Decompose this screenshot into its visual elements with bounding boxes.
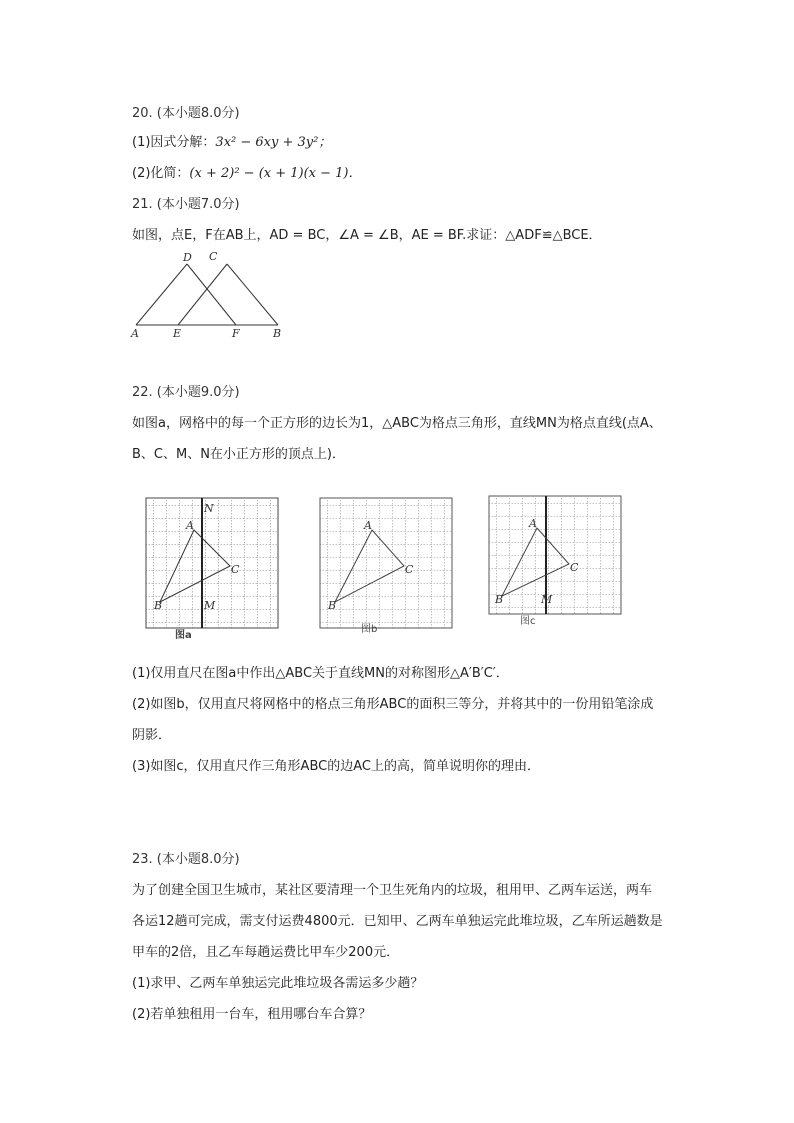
segment-df <box>187 264 236 325</box>
q23-text-line1: 为了创建全国卫生城市，某社区要清理一个卫生死角内的垃圾，租用甲、乙两车运送，两车 <box>132 883 653 898</box>
label-f: F <box>232 327 240 340</box>
grid-b <box>320 498 452 628</box>
grid-c-label-m: M <box>541 593 553 606</box>
q21-text: 如图，点E，F在AB上，AD = BC，∠A = ∠B，AE = BF.求证：△ADF≌△BCE． <box>132 228 602 243</box>
q22-header: 22. (本小题9.0分) <box>132 385 240 400</box>
q23-text-line2: 各运12趟可完成，需支付运费4800元．已知甲、乙两车单独运完此堆垃圾，乙车所运趟数是 <box>132 914 663 929</box>
grid-b-label-b: B <box>328 599 337 612</box>
grid-b-label-c: C <box>405 563 414 576</box>
q20-part2-prefix: (2)化简： <box>132 166 190 181</box>
q21-triangle-figure <box>126 246 288 342</box>
grid-c-label-a: A <box>529 517 537 530</box>
grid-a-label-m: M <box>204 599 216 612</box>
q22-text-line1: 如图a，网格中的每一个正方形的边长为1，△ABC为格点三角形，直线MN为格点直线(点A、 <box>132 416 662 431</box>
label-b: B <box>273 327 282 340</box>
grid-a-label-n: N <box>204 502 214 515</box>
segment-cb <box>227 264 278 325</box>
grid-b-label-a: A <box>364 519 372 532</box>
grid-a-label-b: B <box>154 599 163 612</box>
q20-part1-expression: 3x² − 6xy + 3y²； <box>215 135 332 150</box>
q22-part1: (1)仅用直尺在图a中作出△ABC关于直线MN的对称图形△A′B′C′． <box>132 666 509 681</box>
grid-a-label-c: C <box>231 563 240 576</box>
grid-c-label-b: B <box>495 593 504 606</box>
grid-figure-c <box>483 490 628 635</box>
grid-figure-a <box>140 492 285 642</box>
q22-part3: (3)如图c，仅用直尺作三角形ABC的边AC上的高，简单说明你的理由． <box>132 759 540 774</box>
q20-header: 20. (本小题8.0分) <box>132 106 240 121</box>
grid-c-label-c: C <box>570 561 579 574</box>
q22-text-line2: B、C、M、N在小正方形的顶点上)． <box>132 447 346 462</box>
grid-a-caption: 图a <box>175 630 192 641</box>
grid-figure-b <box>314 492 459 642</box>
segment-ec <box>178 264 227 325</box>
grid-c <box>489 496 621 614</box>
label-a: A <box>131 327 139 340</box>
q23-text-line3: 甲车的2倍，且乙车每趟运费比甲车少200元． <box>132 945 400 960</box>
q20-part2-expression: (x + 2)² − (x + 1)(x − 1)． <box>189 166 362 181</box>
grid-a-label-a: A <box>186 519 194 532</box>
q22-part2-line2: 阴影． <box>132 728 172 743</box>
q20-part1-prefix: (1)因式分解： <box>132 135 216 150</box>
grid-b-caption: 图b <box>361 624 378 635</box>
q20-part2 <box>132 164 362 184</box>
q20-part1 <box>132 133 331 153</box>
segment-ad <box>136 264 187 325</box>
q23-part1: (1)求甲、乙两车单独运完此堆垃圾各需运多少趟？ <box>132 976 424 991</box>
q22-part2-line1: (2)如图b，仅用直尺将网格中的格点三角形ABC的面积三等分，并将其中的一份用铅笔涂成 <box>132 697 654 712</box>
q23-header: 23. (本小题8.0分) <box>132 852 240 867</box>
q23-part2: (2)若单独租用一台车，租用哪台车合算？ <box>132 1007 372 1022</box>
label-c: C <box>209 250 218 263</box>
q21-header: 21. (本小题7.0分) <box>132 197 240 212</box>
label-e: E <box>173 327 182 340</box>
label-d: D <box>183 251 192 264</box>
grid-c-caption: 图c <box>520 616 536 627</box>
